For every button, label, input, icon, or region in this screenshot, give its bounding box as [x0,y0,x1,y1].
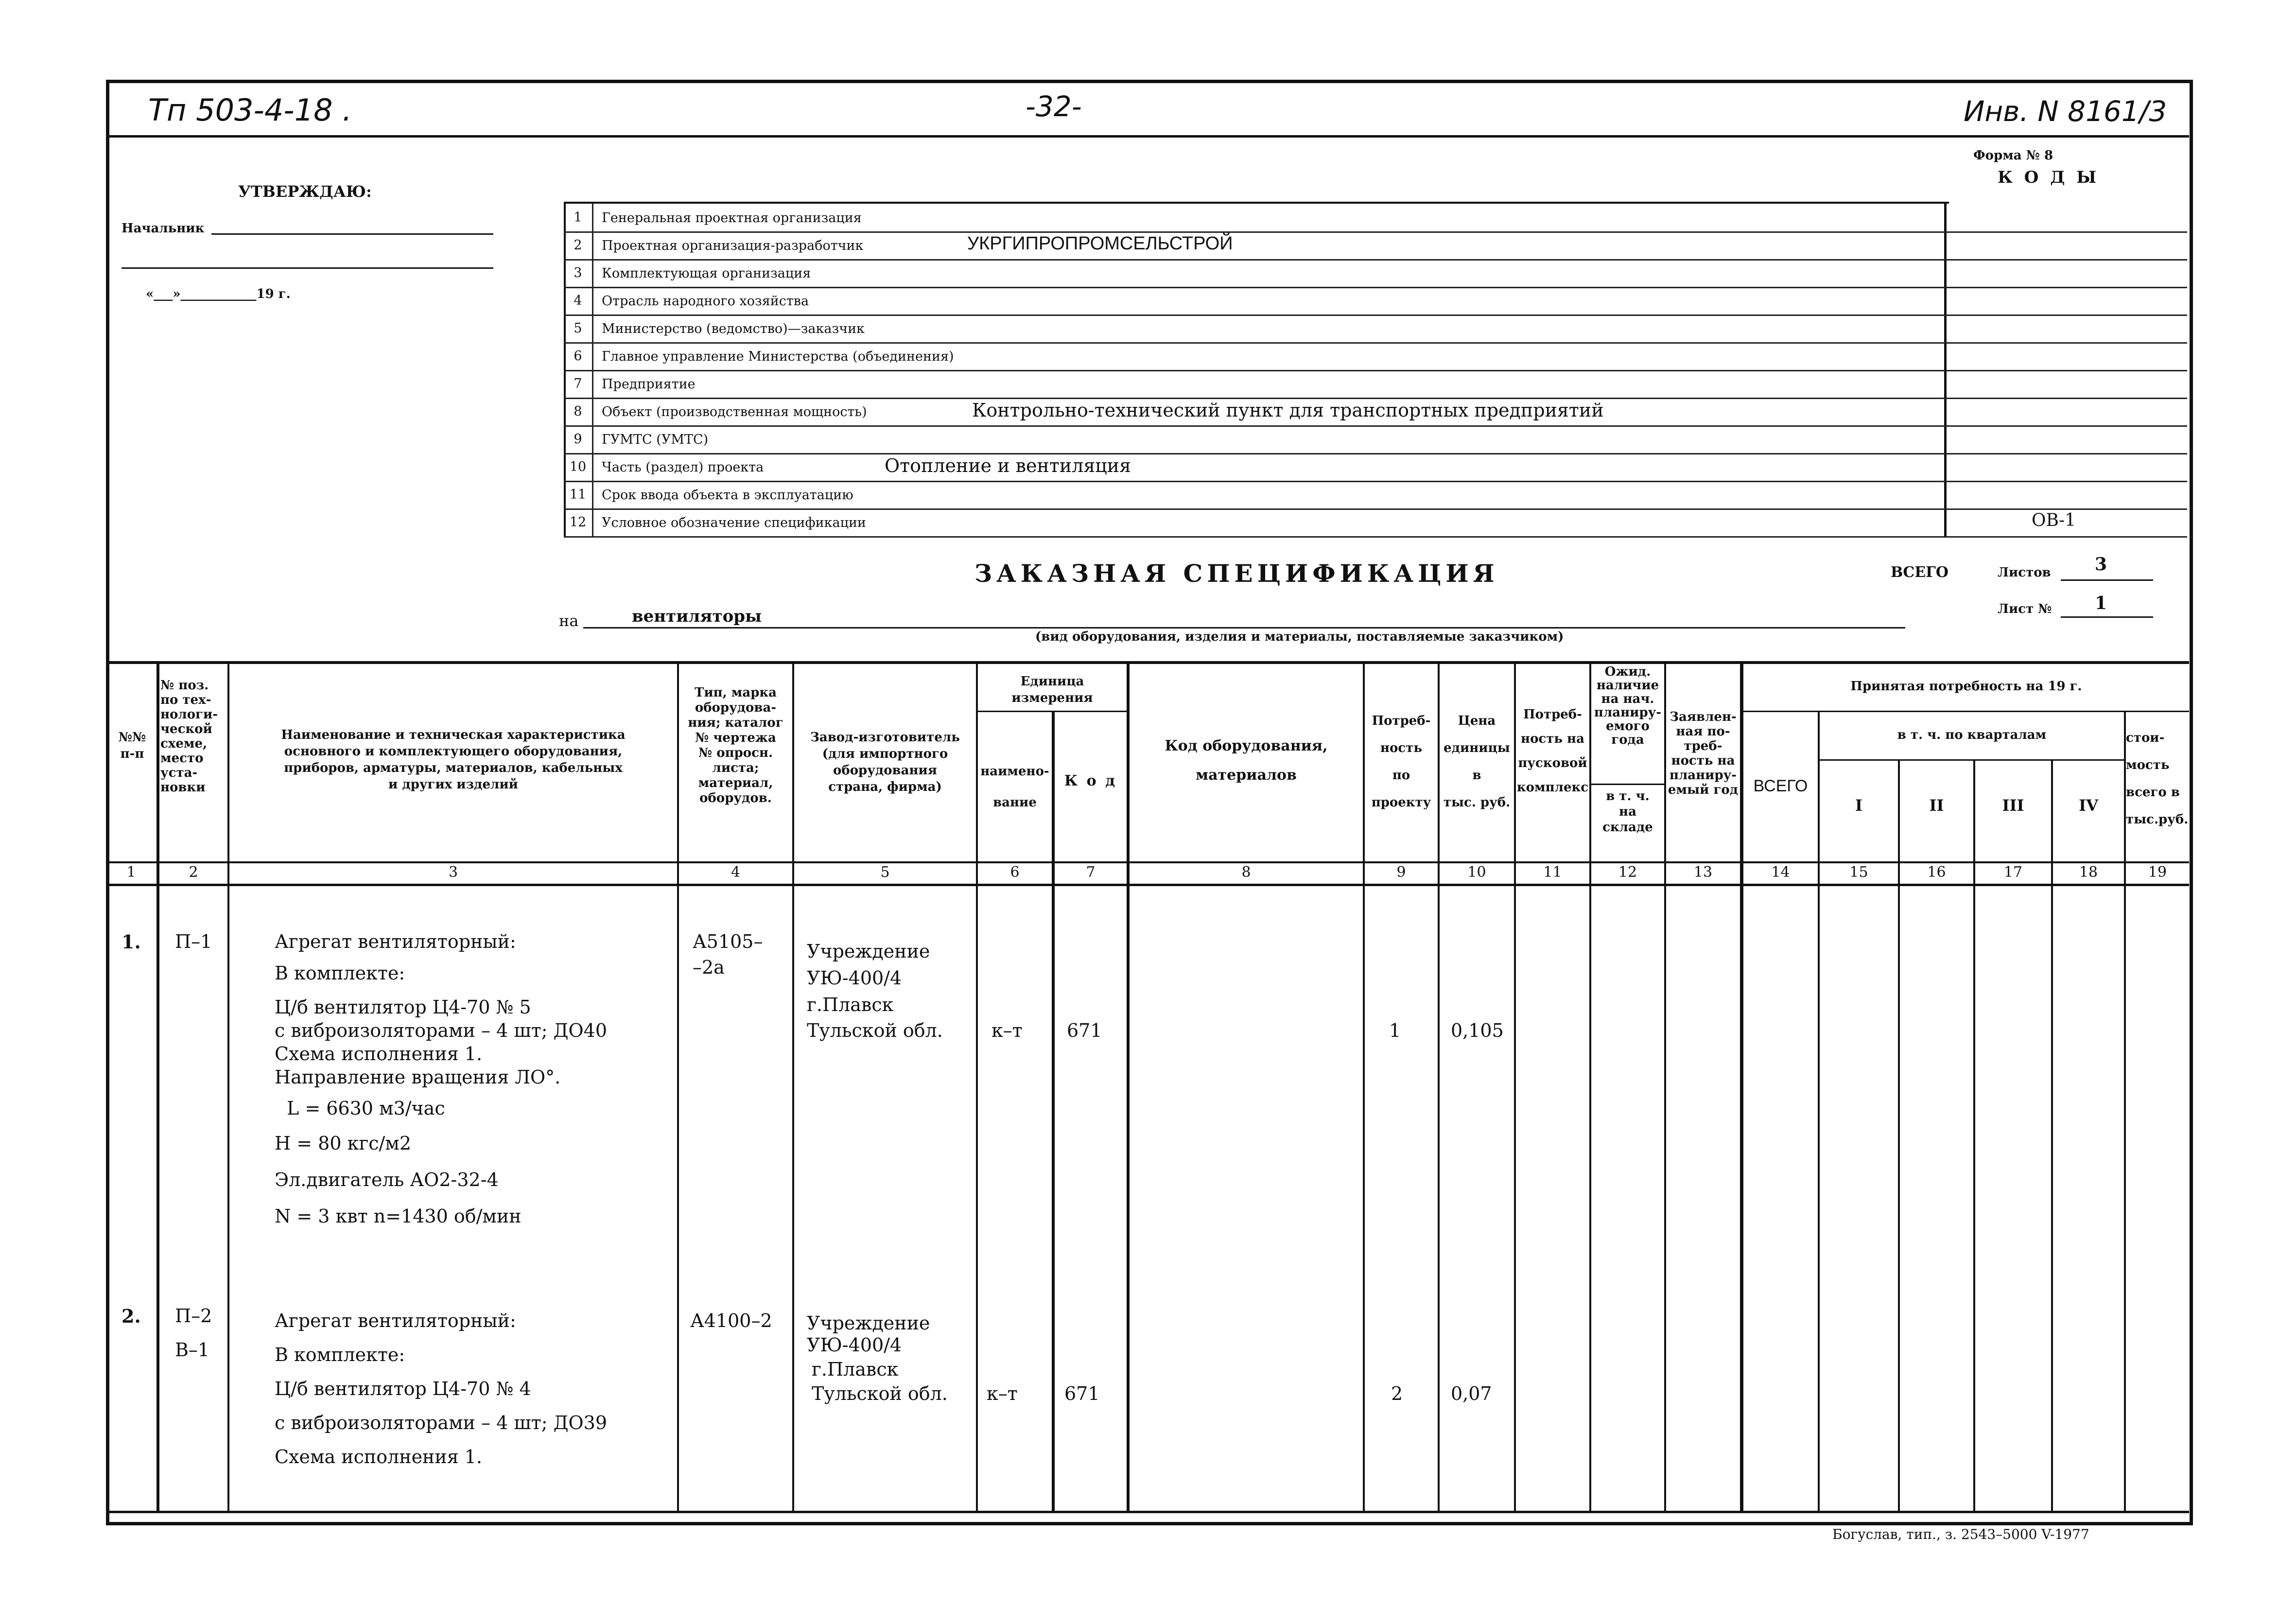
sheet-value: 1 [2095,593,2107,613]
row-position: П–1 [175,931,212,952]
row-maker-line: г.Плавск [812,1359,899,1380]
meta-row: 6 Главное управление Министерства (объединения) [564,342,1949,371]
code-cell [1949,425,2187,454]
meta-row: 10 Часть (раздел) проекта Отопление и вентиляция [564,453,1949,482]
quarters-group-line [1818,759,2124,761]
row-unit-code: 671 [1064,1383,1100,1404]
sheet-label: Лист № [1998,602,2052,616]
meta-row: 3 Комплектующая организация [564,259,1949,288]
meta-row: 9 ГУМТС (УМТС) [564,425,1949,454]
meta-row: 5 Министерство (ведомство)—заказчик [564,314,1949,344]
table-top-border [106,661,2189,664]
column-number: 6 [1010,864,1020,881]
meta-row: 1 Генеральная проектная организация [564,204,1949,233]
row-unit: к–т [991,1020,1023,1041]
row-description-line: Эл.двигатель АО2-32-4 [275,1169,499,1190]
row-maker-line: УЮ-400/4 [807,967,902,989]
header-equipment-code: Код оборудования, материалов [1165,737,1328,784]
form-label: Форма № 8 [1973,148,2053,163]
row-description-line: Схема исполнения 1. [275,1446,483,1467]
row-description-line: Агрегат вентиляторный: [275,1310,516,1331]
code-cell [1949,204,2187,233]
row-description-line: В комплекте: [275,1344,405,1365]
row-maker-line: УЮ-400/4 [807,1334,902,1356]
row-description-line: Агрегат вентиляторный: [275,931,516,952]
header-total: ВСЕГО [1753,777,1808,795]
column-number: 7 [1086,864,1096,881]
spec-code: ОВ-1 [2032,510,2076,530]
column-number: 3 [448,864,458,881]
column-number: 2 [189,864,198,881]
col-line [1052,712,1055,1512]
chief-label: Начальник [122,221,205,236]
row-description-line: Ц/б вентилятор Ц4-70 № 4 [275,1378,531,1399]
column-number: 4 [731,864,741,881]
header-description: Наименование и техническая характеристика основного и комплектующего оборудования, приборов, арматуры, материалов, кабельных и других изделий [281,728,626,792]
header-manufacturer: Завод-изготовитель (для импортного оборудования страна, фирма) [810,730,960,794]
chief-line-2 [122,267,493,269]
on-label: на [559,611,579,630]
approval-title: УТВЕРЖДАЮ: [238,182,372,201]
meta-row: 2 Проектная организация-разработчик УКРГИПРОПРОМСЕЛЬСТРОЙ [564,231,1949,261]
row-quantity: 2 [1391,1383,1403,1404]
header-unit-group: Единица измерения [1011,674,1093,705]
row-description-line: Ц/б вентилятор Ц4-70 № 5 [275,996,531,1018]
meta-row: 8 Объект (производственная мощность) Контрольно-технический пункт для транспортных предприятий [564,398,1949,427]
header-q1: I [1855,796,1862,815]
column-number: 14 [1771,864,1790,881]
row-number: 1. [122,931,141,953]
equipment-note: (вид оборудования, изделия и материалы, поставляемые заказчиком) [1035,629,1564,644]
header-divider [106,135,2189,138]
column-number: 8 [1241,864,1251,881]
column-number: 10 [1467,864,1486,881]
meta-row: 11 Срок ввода объекта в эксплуатацию [564,481,1949,510]
code-cell [1949,453,2187,482]
row-maker-line: г.Плавск [807,994,894,1015]
row-description-line: В комплекте: [275,962,405,984]
meta-row: 4 Отрасль народного хозяйства [564,287,1949,316]
doc-code: Тп 503-4-18 . [148,92,352,128]
row-position: В–1 [175,1339,210,1361]
header-expected-stock: Ожид. наличие на нач. планиру- емого года [1594,664,1662,747]
column-number: 15 [1849,864,1868,881]
code-cell [1949,259,2187,288]
codes-label: К О Д Ы [1998,168,2100,187]
header-position: № поз. по тех- нологи- ческой схеме, место уста- новки [160,678,218,795]
column-number: 5 [880,864,890,881]
column-number: 1 [126,864,136,881]
code-cell [1949,231,2187,261]
col-line [1818,712,1820,1512]
meta-row: 12 Условное обозначение спецификации [564,508,1949,538]
column-number: 12 [1618,864,1637,881]
col-line [157,661,159,1512]
header-unit-price: Цена единицы в тыс. руб. [1443,714,1511,810]
row-maker-line: Тульской обл. [807,1020,943,1041]
header-q4: IV [2079,796,2098,815]
sheet-line [2061,616,2153,618]
meta-row: 7 Предприятие [564,370,1949,399]
code-cell [1949,370,2187,399]
equipment-type: вентиляторы [632,607,762,626]
chief-line [211,233,493,235]
row-description-line: L = 6630 м3/час [287,1098,445,1119]
header-q3: III [2002,796,2024,815]
header-num: №№ п-п [118,730,146,761]
row-description-line: Н = 80 кгс/м2 [275,1133,412,1154]
column-number: 13 [1693,864,1713,881]
row-description-line: с виброизоляторами – 4 шт; ДО40 [275,1020,608,1041]
row-type: А5105– [693,931,763,952]
header-q2: II [1929,796,1944,815]
row-quantity: 1 [1389,1020,1401,1041]
row-maker-line: Учреждение [807,1312,930,1334]
header-accepted-need: Принятая потребность на 19 г. [1850,679,2082,694]
row-position: П–2 [175,1305,212,1327]
sheets-line [2061,579,2153,581]
col-line [1740,661,1743,1512]
column-number: 17 [2003,864,2023,881]
header-unit-code: К о д [1064,772,1117,789]
header-unit-name: наимено- вание [980,764,1049,810]
column-number: 19 [2148,864,2167,881]
inventory-number: Инв. N 8161/3 [1964,95,2167,128]
code-cell [1949,398,2187,427]
header-declared-need: Заявлен- ная по- треб- ность на планиру- емый год [1668,710,1739,797]
row-type: А4100–2 [690,1310,772,1331]
row-price: 0,07 [1451,1383,1492,1404]
row-number: 2. [122,1305,141,1327]
row-description-line: с виброизоляторами – 4 шт; ДО39 [275,1412,608,1433]
header-type: Тип, марка оборудова- ния; каталог № чертежа № опросн. листа; материал, оборудов. [688,685,783,805]
row-unit: к–т [987,1383,1018,1404]
code-cell [1949,481,2187,510]
column-number: 11 [1543,864,1562,881]
code-cell [1949,314,2187,344]
accepted-group-line [1740,711,2189,712]
row-price: 0,105 [1451,1020,1504,1041]
column-number: 18 [2079,864,2098,881]
column-number: 9 [1396,864,1406,881]
equipment-line [583,627,1905,629]
row-description-line: Направление вращения ЛО°. [275,1066,561,1088]
code-cell [1949,342,2187,371]
column-numbers-border [106,884,2189,886]
header-launch-need: Потреб- ность на пусковой комплекс [1516,707,1589,795]
sheets-value: 3 [2095,554,2107,575]
row-maker-line: Тульской обл. [812,1383,948,1404]
header-quarters: в т. ч. по кварталам [1897,728,2047,742]
row-description-line: Схема исполнения 1. [275,1043,483,1065]
row-description-line: N = 3 квт n=1430 об/мин [275,1205,522,1227]
printer-footer: Богуслав, тип., з. 2543–5000 V-1977 [1832,1526,2089,1542]
table-bottom-border [106,1511,2189,1513]
total-label: ВСЕГО [1891,564,1948,581]
row-unit-code: 671 [1067,1020,1102,1041]
row-type: –2а [693,957,725,978]
stock-split-line [1589,784,1665,785]
approval-date: «___»____________19 г. [146,287,291,301]
column-number: 16 [1927,864,1946,881]
sheets-label: Листов [1998,565,2051,580]
spec-title: ЗАКАЗНАЯ СПЕЦИФИКАЦИЯ [974,559,1499,588]
unit-group-line [976,711,1128,712]
header-cost: стои- мость всего в тыс.руб. [2126,731,2189,827]
header-in-warehouse: в т. ч. на складе [1602,789,1653,835]
code-cell [1949,287,2187,316]
page-number: -32- [1026,90,1082,123]
header-project-need: Потреб- ность по проекту [1371,714,1431,810]
row-maker-line: Учреждение [807,941,930,962]
